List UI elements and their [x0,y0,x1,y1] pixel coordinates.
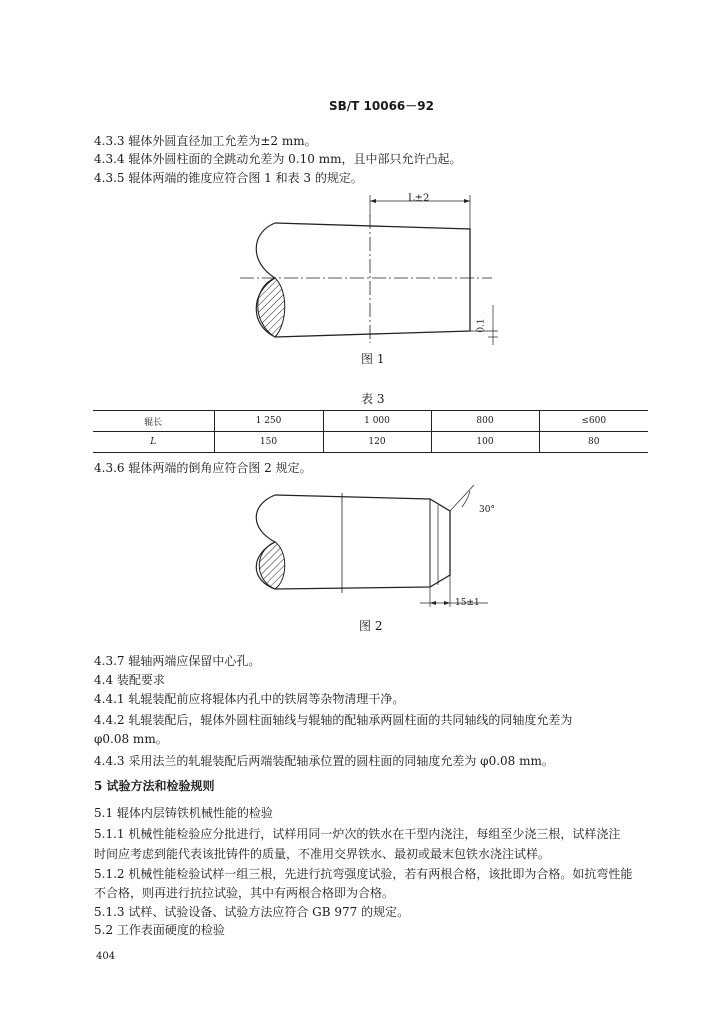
figure-2-caption: 图 2 [359,619,383,633]
clause-5-1-2-line2: 不合格，则再进行抗拉试验，其中有两根合格即为合格。 [94,886,395,900]
table-cell: L [93,432,214,453]
clause-5-1-2-line1: 5.1.2 机械性能检验试样一组三根，先进行抗弯强度试验，若有两根合格，该批即为合格。如抗弯性能 [94,867,633,881]
section-5-heading: 5 试验方法和检验规则 [94,779,215,793]
table-cell: ≤600 [539,411,648,432]
table-cell: 1 000 [323,411,431,432]
table-3 [93,410,648,453]
table-cell: 800 [431,411,539,432]
clause-4-3-7: 4.3.7 辊轴两端应保留中心孔。 [94,654,261,668]
clause-4-3-5: 4.3.5 辊体两端的锥度应符合图 1 和表 3 的规定。 [94,171,363,185]
document-header: SB/T 10066－92 [329,99,434,113]
clause-4-3-6: 4.3.6 辊体两端的倒角应符合图 2 规定。 [94,461,312,475]
table-cell: 120 [323,432,431,453]
clause-5-1-1-line2: 时间应考虑到能代表该批铸件的质量，不准用交界铁水、最初或最末包铁水浇注试样。 [94,847,551,861]
clause-4-4: 4.4 装配要求 [94,673,165,687]
table-row [93,432,648,453]
clause-5-1-1-line1: 5.1.1 机械性能检验应分批进行，试样用同一炉次的铁水在干型内浇注，每组至少浇三根，试样浇注 [94,827,621,841]
table-3-title: 表 3 [361,392,385,406]
figure-1-dim-length: L±2 [408,193,430,204]
table-cell: 辊长 [93,411,214,432]
table-cell: 100 [431,432,539,453]
page-number: 404 [96,951,116,962]
figure-2-chamfer-dim: 15±1 [455,598,480,608]
figure-2-roller-chamfer [230,485,490,615]
figure-2-angle: 30° [479,505,495,515]
clause-4-4-2-line1: 4.4.2 轧辊装配后，辊体外圆柱面轴线与辊轴的配轴承两圆柱面的共同轴线的同轴度允差为 [94,713,573,727]
clause-4-3-3: 4.3.3 辊体外圆直径加工允差为±2 mm。 [94,134,317,148]
clause-4-4-3: 4.4.3 采用法兰的轧辊装配后两端装配轴承位置的圆柱面的同轴度允差为 φ0.08 mm。 [94,754,554,768]
clause-4-4-2-line2: φ0.08 mm。 [94,732,168,746]
figure-1-dim-taper: 0.1 [476,318,487,333]
figure-1-caption: 图 1 [361,352,385,366]
table-cell: 150 [214,432,323,453]
clause-4-4-1: 4.4.1 轧辊装配前应将辊体内孔中的铁屑等杂物清理干净。 [94,692,405,706]
table-cell: 1 250 [214,411,323,432]
clause-5-1: 5.1 辊体内层铸铁机械性能的检验 [94,806,273,820]
table-row [93,411,648,432]
table-cell: 80 [539,432,648,453]
clause-5-1-3: 5.1.3 试样、试验设备、试验方法应符合 GB 977 的规定。 [94,905,410,919]
clause-4-3-4: 4.3.4 辊体外圆柱面的全跳动允差为 0.10 mm，且中部只允许凸起。 [94,152,462,166]
clause-5-2: 5.2 工作表面硬度的检验 [94,923,225,937]
